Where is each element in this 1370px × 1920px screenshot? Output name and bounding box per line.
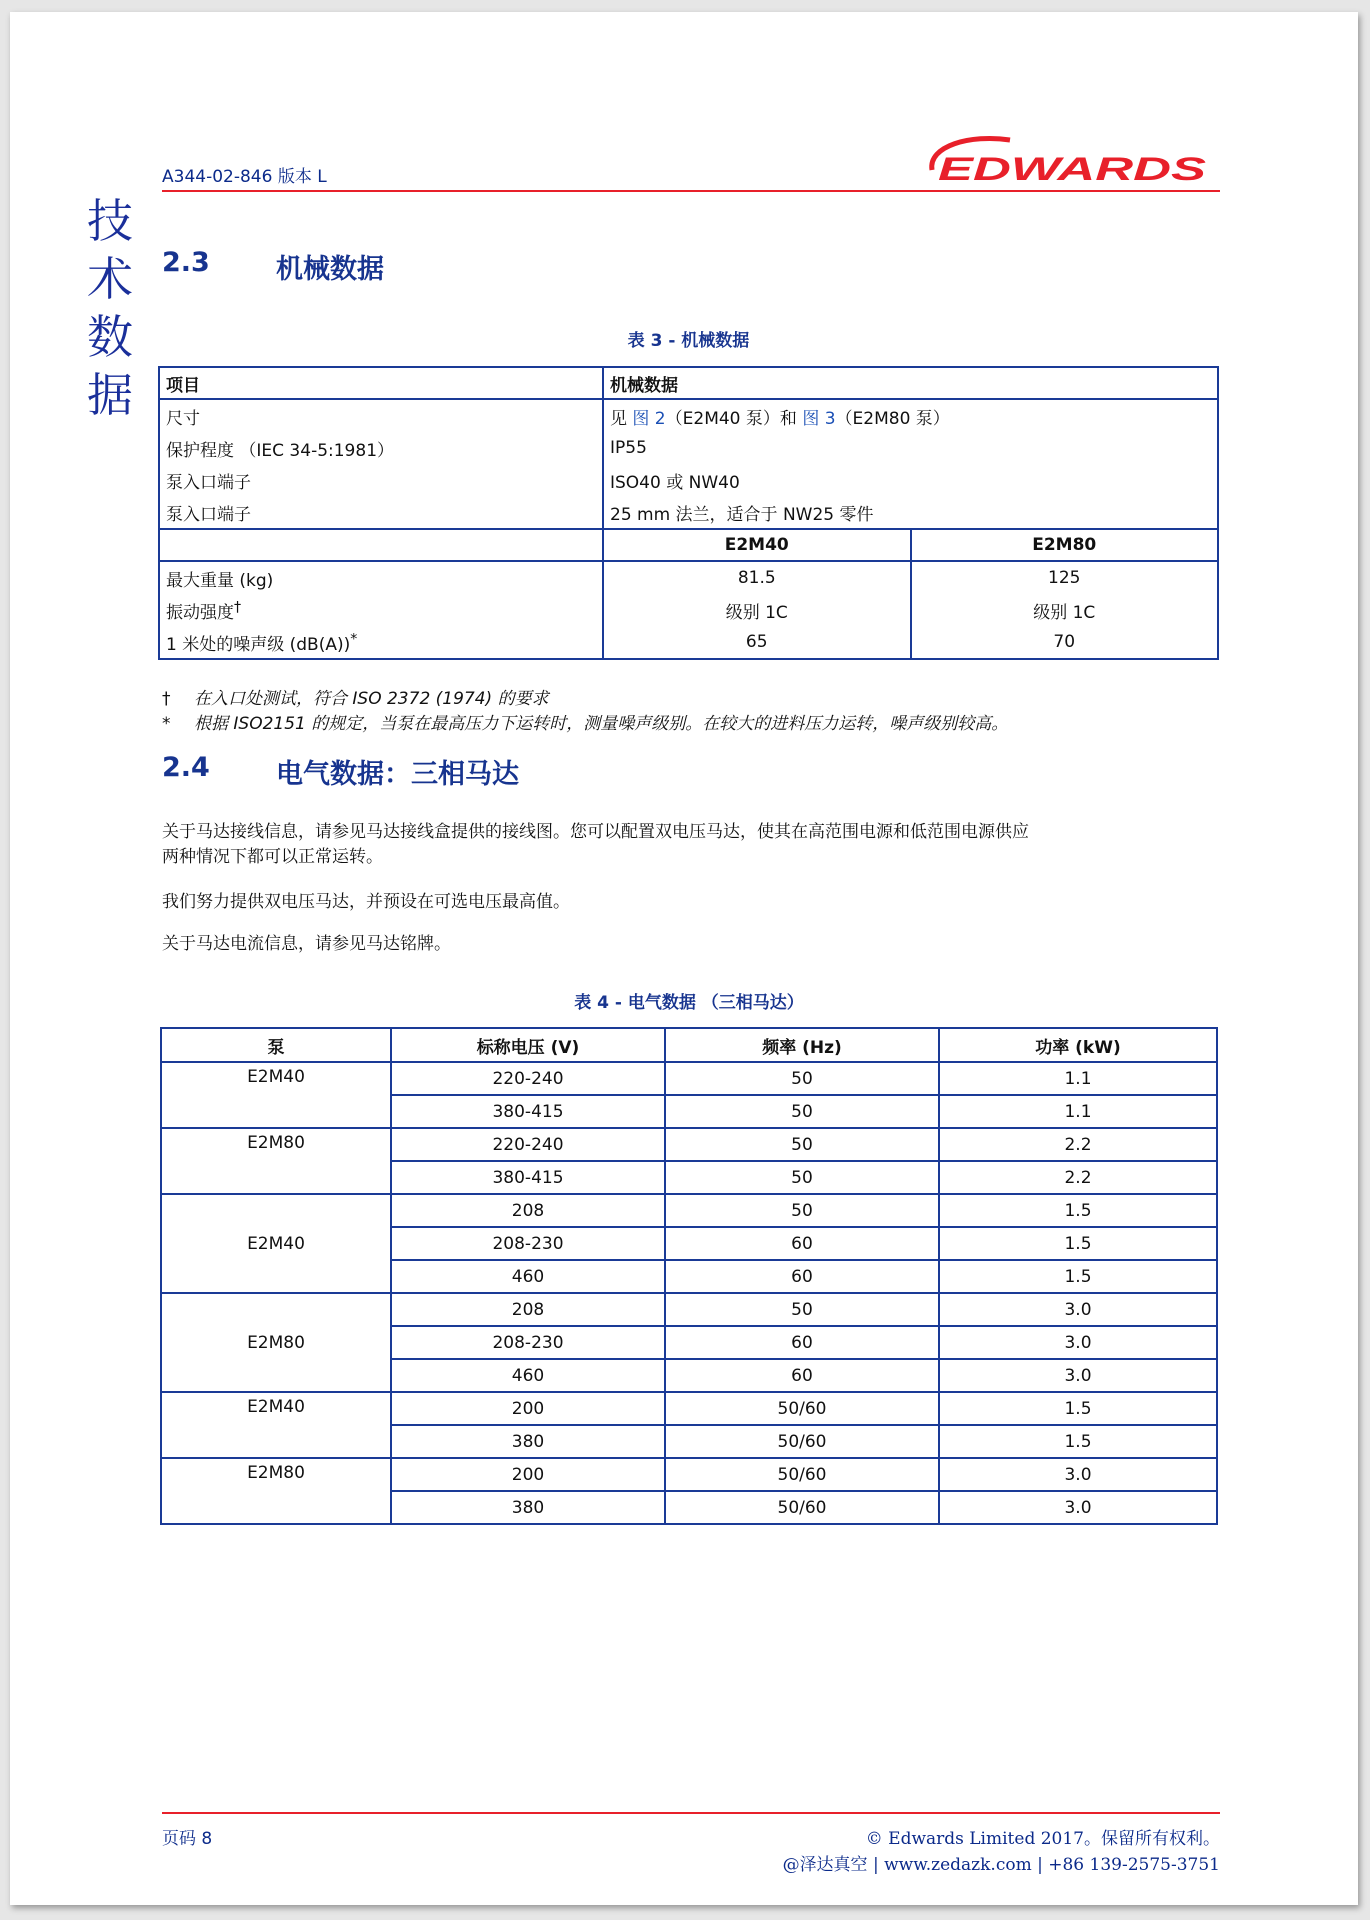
voltage-cell: 220-240 bbox=[391, 1062, 665, 1095]
power-cell: 1.5 bbox=[939, 1227, 1217, 1260]
table-header-row bbox=[161, 1028, 1217, 1062]
footnote-mark: † bbox=[162, 689, 171, 709]
paragraph-motor-current: 关于马达电流信息，请参见马达铭牌。 bbox=[162, 934, 451, 954]
power-cell: 1.5 bbox=[939, 1425, 1217, 1458]
power-cell: 1.5 bbox=[939, 1392, 1217, 1425]
side-title: 技术数据 bbox=[87, 194, 133, 422]
voltage-cell: 208 bbox=[391, 1194, 665, 1227]
table-row bbox=[159, 594, 1218, 626]
voltage-cell: 200 bbox=[391, 1458, 665, 1491]
header-voltage: 标称电压 (V) bbox=[391, 1028, 665, 1062]
label-text: 振动强度 bbox=[166, 602, 234, 623]
copyright: © Edwards Limited 2017。保留所有权利。 bbox=[865, 1829, 1220, 1849]
pump-cell: E2M80 bbox=[161, 1458, 391, 1524]
power-cell: 3.0 bbox=[939, 1458, 1217, 1491]
row-label: 尺寸 bbox=[159, 399, 603, 432]
table-row bbox=[161, 1194, 1217, 1227]
subheader-e2m40: E2M40 bbox=[603, 529, 911, 561]
frequency-cell: 50/60 bbox=[665, 1491, 939, 1524]
pump-cell: E2M40 bbox=[161, 1194, 391, 1293]
power-cell: 1.5 bbox=[939, 1260, 1217, 1293]
document-page bbox=[10, 12, 1358, 1905]
label-text: 1 米处的噪声级 (dB(A)) bbox=[166, 634, 351, 655]
text: 见 bbox=[610, 408, 633, 429]
voltage-cell: 200 bbox=[391, 1392, 665, 1425]
text: （E2M40 泵）和 bbox=[665, 408, 803, 429]
document-number: A344-02-846 版本 L bbox=[162, 167, 327, 187]
edwards-logo bbox=[910, 132, 1220, 192]
figure-2-link[interactable]: 图 2 bbox=[632, 408, 666, 429]
table-row bbox=[159, 464, 1218, 496]
row-label: 泵入口端子 bbox=[159, 464, 603, 496]
pump-cell: E2M40 bbox=[161, 1392, 391, 1458]
value-e2m80: 级别 1C bbox=[1033, 602, 1096, 623]
voltage-cell: 208 bbox=[391, 1293, 665, 1326]
section-number-2-4: 2.4 bbox=[162, 752, 210, 783]
section-number-2-3: 2.3 bbox=[162, 247, 210, 278]
row-label bbox=[159, 594, 603, 626]
mechanical-data-table bbox=[158, 366, 1219, 660]
page-number: 页码 8 bbox=[162, 1829, 213, 1849]
table-row bbox=[159, 399, 1218, 432]
frequency-cell: 50/60 bbox=[665, 1425, 939, 1458]
power-cell: 3.0 bbox=[939, 1491, 1217, 1524]
footnote-text: 在入口处测试，符合 ISO 2372 (1974) 的要求 bbox=[194, 689, 549, 709]
row-label: 泵入口端子 bbox=[159, 496, 603, 529]
row-label: 保护程度 （IEC 34-5:1981） bbox=[159, 432, 603, 464]
value-e2m80: 125 bbox=[1048, 568, 1081, 588]
table-row bbox=[159, 561, 1218, 594]
value-e2m40: 81.5 bbox=[603, 561, 911, 594]
paragraph-line: 两种情况下都可以正常运转。 bbox=[162, 847, 383, 867]
frequency-cell: 60 bbox=[665, 1260, 939, 1293]
power-cell: 3.0 bbox=[939, 1359, 1217, 1392]
power-cell: 1.1 bbox=[939, 1095, 1217, 1128]
empty-cell bbox=[159, 529, 603, 561]
voltage-cell: 460 bbox=[391, 1359, 665, 1392]
value-e2m40: 65 bbox=[603, 626, 911, 659]
pump-cell: E2M80 bbox=[161, 1293, 391, 1392]
figure-3-link[interactable]: 图 3 bbox=[802, 408, 836, 429]
frequency-cell: 50/60 bbox=[665, 1392, 939, 1425]
row-value: 25 mm 法兰，适合于 NW25 零件 bbox=[610, 504, 874, 525]
row-label bbox=[159, 626, 603, 659]
svg-text:EDWARDS: EDWARDS bbox=[938, 151, 1208, 187]
pump-cell: E2M40 bbox=[161, 1062, 391, 1128]
voltage-cell: 380-415 bbox=[391, 1161, 665, 1194]
footnote-1 bbox=[162, 684, 549, 709]
voltage-cell: 380-415 bbox=[391, 1095, 665, 1128]
table4-caption: 表 4 - 电气数据 （三相马达） bbox=[574, 993, 804, 1013]
frequency-cell: 50 bbox=[665, 1161, 939, 1194]
voltage-cell: 208-230 bbox=[391, 1227, 665, 1260]
table-row bbox=[159, 432, 1218, 464]
table-row bbox=[159, 626, 1218, 659]
subheader-e2m80: E2M80 bbox=[911, 529, 1219, 561]
table-row bbox=[161, 1392, 1217, 1425]
section-title-mechanical: 机械数据 bbox=[276, 254, 384, 285]
frequency-cell: 60 bbox=[665, 1227, 939, 1260]
power-cell: 1.5 bbox=[939, 1194, 1217, 1227]
dimensions-value bbox=[603, 399, 1218, 432]
power-cell: 3.0 bbox=[939, 1293, 1217, 1326]
table-row bbox=[161, 1293, 1217, 1326]
voltage-cell: 208-230 bbox=[391, 1326, 665, 1359]
paragraph-wiring bbox=[162, 820, 1222, 870]
frequency-cell: 50/60 bbox=[665, 1458, 939, 1491]
power-cell: 2.2 bbox=[939, 1128, 1217, 1161]
header-power: 功率 (kW) bbox=[939, 1028, 1217, 1062]
text: （E2M80 泵） bbox=[835, 408, 950, 429]
voltage-cell: 380 bbox=[391, 1425, 665, 1458]
voltage-cell: 380 bbox=[391, 1491, 665, 1524]
electrical-data-table bbox=[160, 1027, 1218, 1525]
footnote-mark: * bbox=[350, 630, 358, 647]
frequency-cell: 50 bbox=[665, 1293, 939, 1326]
footnote-mark: * bbox=[162, 714, 171, 734]
header-cell-mechanical: 机械数据 bbox=[603, 367, 1218, 399]
table-row bbox=[161, 1062, 1217, 1095]
row-label: 最大重量 (kg) bbox=[159, 561, 603, 594]
footnote-2 bbox=[162, 709, 1008, 734]
header-cell-item: 项目 bbox=[159, 367, 603, 399]
frequency-cell: 60 bbox=[665, 1359, 939, 1392]
header-frequency: 频率 (Hz) bbox=[665, 1028, 939, 1062]
voltage-cell: 460 bbox=[391, 1260, 665, 1293]
frequency-cell: 50 bbox=[665, 1062, 939, 1095]
table-row bbox=[161, 1458, 1217, 1491]
table-subheader-row bbox=[159, 529, 1218, 561]
table3-caption: 表 3 - 机械数据 bbox=[627, 331, 750, 351]
paragraph-dual-voltage: 我们努力提供双电压马达，并预设在可选电压最高值。 bbox=[162, 892, 570, 912]
table-header-row bbox=[159, 367, 1218, 399]
pump-cell: E2M80 bbox=[161, 1128, 391, 1194]
frequency-cell: 50 bbox=[665, 1194, 939, 1227]
footnote-mark: † bbox=[234, 598, 242, 615]
table-row bbox=[161, 1128, 1217, 1161]
frequency-cell: 60 bbox=[665, 1326, 939, 1359]
header-pump: 泵 bbox=[161, 1028, 391, 1062]
section-title-electrical: 电气数据：三相马达 bbox=[276, 759, 519, 790]
paragraph-line: 关于马达接线信息，请参见马达接线盒提供的接线图。您可以配置双电压马达，使其在高范围电源和低范围电源供应 bbox=[162, 822, 1029, 842]
voltage-cell: 220-240 bbox=[391, 1128, 665, 1161]
frequency-cell: 50 bbox=[665, 1095, 939, 1128]
row-value: IP55 bbox=[610, 438, 647, 458]
power-cell: 3.0 bbox=[939, 1326, 1217, 1359]
power-cell: 2.2 bbox=[939, 1161, 1217, 1194]
value-e2m80: 70 bbox=[1053, 632, 1076, 652]
header-rule bbox=[162, 190, 1220, 192]
frequency-cell: 50 bbox=[665, 1128, 939, 1161]
table-row bbox=[159, 496, 1218, 529]
footnote-text: 根据 ISO2151 的规定，当泵在最高压力下运转时，测量噪声级别。在较大的进料压力运转，噪声级别较高。 bbox=[194, 714, 1009, 734]
footer-rule bbox=[162, 1812, 1220, 1814]
power-cell: 1.1 bbox=[939, 1062, 1217, 1095]
value-e2m40: 级别 1C bbox=[603, 594, 911, 626]
row-value: ISO40 或 NW40 bbox=[610, 472, 740, 493]
contact-info: @泽达真空 | www.zedazk.com | +86 139-2575-3751 bbox=[782, 1855, 1220, 1875]
